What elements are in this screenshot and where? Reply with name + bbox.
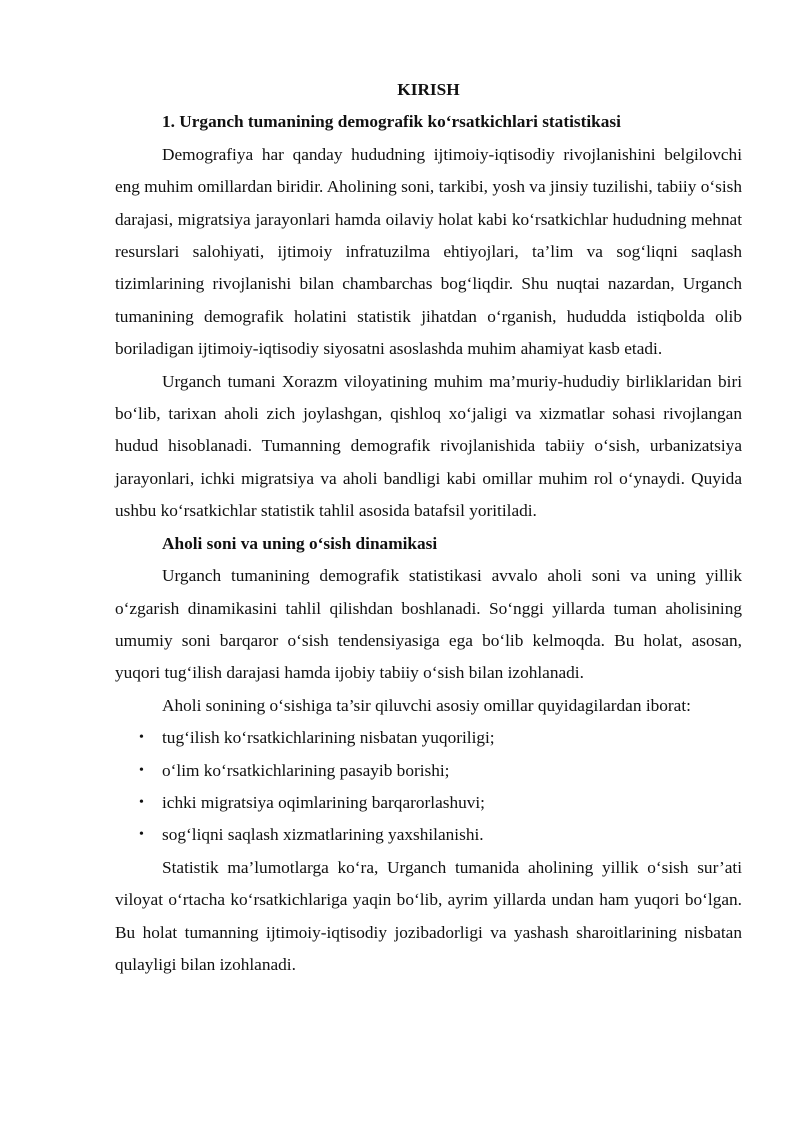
list-item-text: ichki migratsiya oqimlarining barqarorlashuvi; bbox=[162, 792, 485, 812]
paragraph-intro: Demografiya har qanday hududning ijtimoiy-iqtisodiy rivojlanishini belgilovchi eng muhim omillardan biridir. Aholining soni, tarkibi, yosh va jinsiy tuzilishi, tabiiy o‘sish darajasi, migratsiya jarayonlari hamda oilaviy holat kabi ko‘rsatkichlar hududning mehnat resurslari salohiyati, ijtimoiy infratuzilma ehtiyojlari, ta’lim va sog‘liqni saqlash tizimlarining rivojlanishi bilan chambarchas bog‘liqdir. Shu nuqtai nazardan, Urganch tumanining demografik holatini statistik jihatdan o‘rganish, hududda istiqbolda olib boriladigan ijtimoiy-iqtisodiy siyosatni asoslashda muhim ahamiyat kasb etadi. bbox=[115, 144, 742, 359]
paragraph-population-dynamics: Urganch tumanining demografik statistikasi avvalo aholi soni va uning yillik o‘zgarish dinamikasini tahlil qilishdan boshlanadi. So‘nggi yillarda tuman aholisining umumiy soni barqaror o‘sish tendensiyasiga ega bo‘lib kelmoqda. Bu holat, asosan, yuqori tug‘ilish darajasi hamda ijobiy tabiiy o‘sish bilan izohlanadi. bbox=[115, 566, 742, 683]
factors-list bbox=[115, 722, 742, 852]
document-title: KIRISH bbox=[397, 80, 460, 99]
list-item-text: sog‘liqni saqlash xizmatlarining yaxshilanishi. bbox=[162, 825, 484, 845]
list-item bbox=[115, 755, 742, 787]
list-item bbox=[115, 787, 742, 819]
bullet-icon: • bbox=[139, 762, 144, 778]
list-item bbox=[115, 819, 742, 851]
bullet-icon: • bbox=[139, 827, 144, 843]
paragraph-district: Urganch tumani Xorazm viloyatining muhim ma’muriy-hududiy birliklaridan biri bo‘lib, tarixan aholi zich joylashgan, qishloq xo‘jaligi va xizmatlar sohasi rivojlangan hudud hisoblanadi. Tumanning demografik rivojlanishida tabiiy o‘sish, urbanizatsiya jarayonlari, ichki migratsiya va aholi bandligi kabi omillar muhim rol o‘ynaydi. Quyida ushbu ko‘rsatkichlar statistik tahlil asosida batafsil yoritiladi. bbox=[115, 371, 742, 521]
subheading-population: Aholi soni va uning o‘sish dinamikasi bbox=[162, 533, 438, 553]
section-heading: 1. Urganch tumanining demografik ko‘rsatkichlari statistikasi bbox=[162, 112, 621, 132]
list-item-text: tug‘ilish ko‘rsatkichlarining nisbatan yuqoriligi; bbox=[162, 728, 495, 748]
bullet-icon: • bbox=[139, 794, 144, 810]
bullet-icon: • bbox=[139, 730, 144, 746]
document-page bbox=[115, 74, 742, 981]
paragraph-statistics: Statistik ma’lumotlarga ko‘ra, Urganch tumanida aholining yillik o‘sish sur’ati viloyat o‘rtacha ko‘rsatkichlariga yaqin bo‘lib, ayrim yillarda undan ham yuqori bo‘lgan. Bu holat tumanning ijtimoiy-iqtisodiy jozibadorligi va yashash sharoitlarining nisbatan qulayligi bilan izohlanadi. bbox=[115, 857, 742, 974]
list-item-text: o‘lim ko‘rsatkichlarining pasayib borishi; bbox=[162, 760, 450, 780]
paragraph-factors-intro: Aholi sonining o‘sishiga ta’sir qiluvchi asosiy omillar quyidagilardan iborat: bbox=[162, 695, 691, 715]
list-item bbox=[115, 722, 742, 754]
